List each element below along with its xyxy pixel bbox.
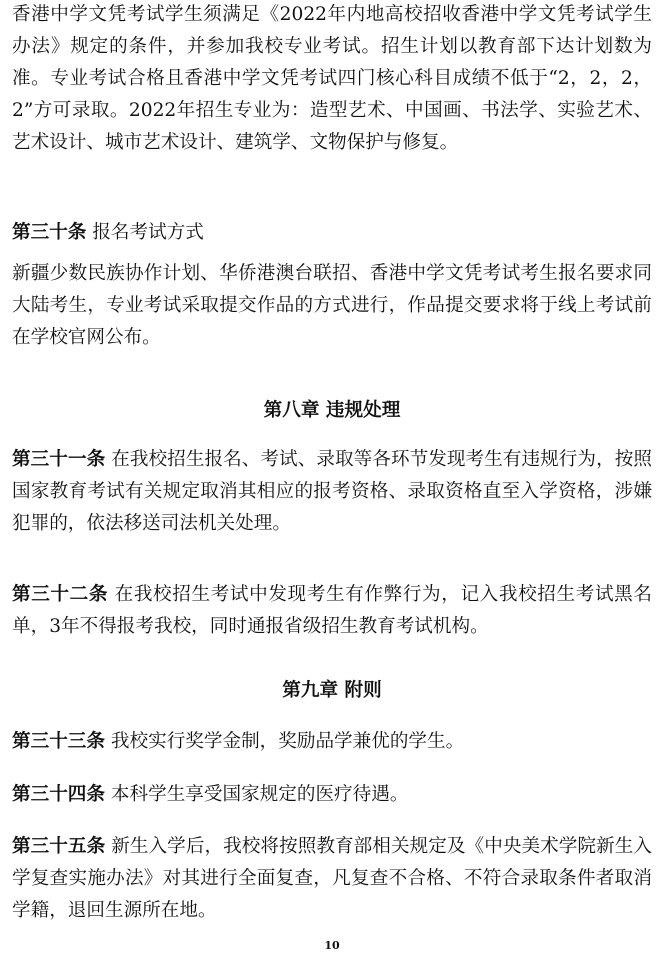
article-33 [12, 726, 652, 758]
article-label: 第三十四条 [12, 784, 105, 805]
article-label: 第三十二条 [12, 584, 109, 605]
article-label: 第三十一条 [12, 449, 106, 470]
article-text: 本科学生享受国家规定的医疗待遇。 [110, 784, 409, 805]
article-title: 报名考试方式 [92, 222, 204, 243]
article-30-body [12, 258, 652, 354]
article-30 [12, 217, 652, 249]
article-text: 在我校招生报名、考试、录取等各环节发现考生有违规行为，按照国家教育考试有关规定取消其相应的报考资格、录取资格直至入学资格，涉嫌犯罪的，依法移送司法机关处理。 [12, 449, 652, 534]
article-text: 新生入学后，我校将按照教育部相关规定及《中央美术学院新生入学复查实施办法》对其进行全面复查，凡复查不合格、不符合录取条件者取消学籍，退回生源所在地。 [12, 836, 652, 921]
article-label: 第三十条 [12, 222, 87, 243]
article-label: 第三十三条 [12, 731, 105, 752]
chapter-heading: 第九章 附则 [282, 680, 382, 701]
article-text: 我校实行奖学金制，奖励品学兼优的学生。 [110, 731, 465, 752]
page-number: 10 [324, 939, 340, 952]
article-text: 新疆少数民族协作计划、华侨港澳台联招、香港中学文凭考试考生报名要求同大陆考生，专业考试采取提交作品的方式进行，作品提交要求将于线上考试前在学校官网公布。 [12, 263, 652, 348]
chapter-heading: 第八章 违规处理 [263, 400, 401, 421]
article-label: 第三十五条 [12, 836, 106, 857]
article-32 [12, 579, 652, 643]
paragraph-text: 香港中学文凭考试学生须满足《2022年内地高校招收香港中学文凭考试学生办法》规定的条件，并参加我校专业考试。招生计划以教育部下达计划数为准。专业考试合格且香港中学文凭考试四门核心科目成绩不低于“2，2，2，2”方可录取。2022年招生专业为：造型艺术、中国画、书法学、实验艺术、艺术设计、城市艺术设计、建筑学、文物保护与修复。 [12, 4, 652, 153]
article-text: 在我校招生考试中发现考生有作弊行为，记入我校招生考试黑名单，3年不得报考我校，同时通报省级招生教育考试机构。 [12, 584, 652, 637]
article-35 [12, 831, 652, 927]
paragraph-hk-dse-requirements [12, 0, 652, 159]
article-34 [12, 779, 652, 811]
article-31 [12, 444, 652, 540]
